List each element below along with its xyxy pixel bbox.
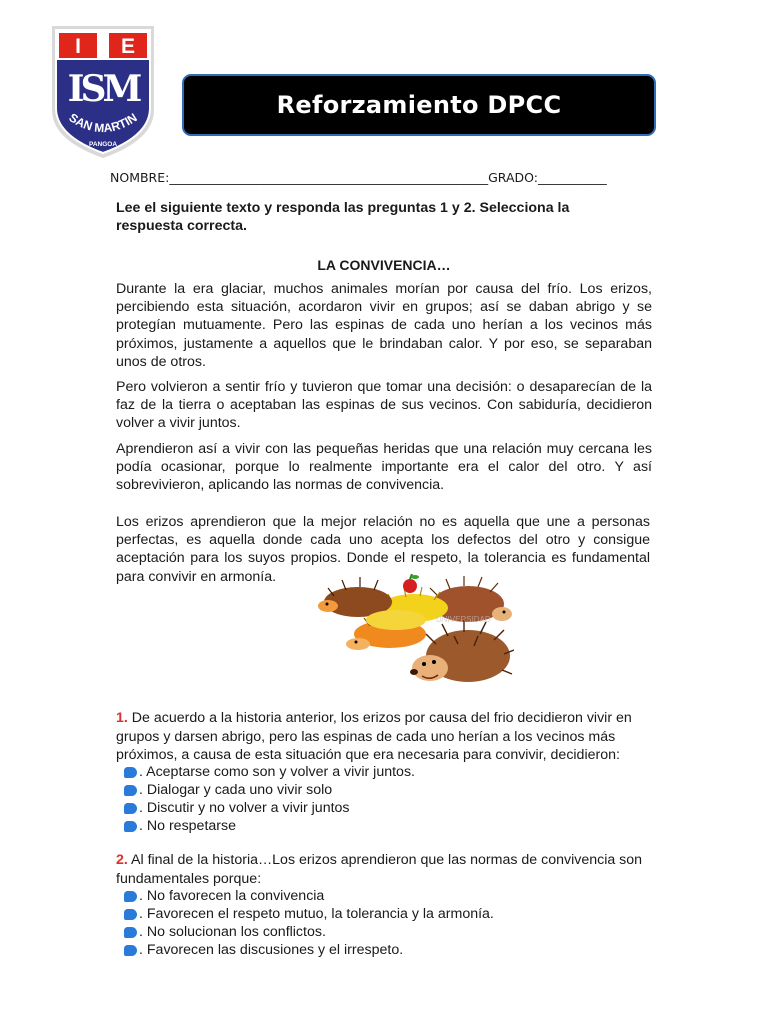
question-text: De acuerdo a la historia anterior, los erizos por causa del frio decidieron vivir en grupos y darsen abrigo, pero las espinas de cada uno herían a los vecinos más próximos, a causa de esta situación que era necesaria para convivir, decidieron: — [116, 710, 632, 763]
crest-town: PANGOA — [88, 141, 118, 148]
story-paragraph-4: Los erizos aprendieron que la mejor relación no es aquella que une a personas perfectas, es aquella donde cada uno acepta los defectos del otro y consigue aceptación para los suyos propios. Donde el respeto, la tolerancia es fundamental para convivir en armonía. — [116, 514, 650, 585]
story-paragraph-3: Aprendieron así a vivir con las pequeñas heridas que una relación muy cercana les podía ocasionar, porque lo realmente importante era el calor del otro. Y así sobrevivieron, aplicando las normas de convivencia. — [116, 441, 652, 494]
question-1 — [116, 709, 646, 765]
instructions: Lee el siguiente texto y responda las preguntas 1 y 2. Selecciona la respuesta correcta. — [116, 200, 570, 234]
school-crest-logo — [46, 22, 160, 162]
option-bullet-icon — [124, 945, 137, 956]
question-number: 2. — [116, 852, 128, 868]
option-text: . Discutir y no volver a vivir juntos — [139, 800, 350, 816]
question-text: Al final de la historia…Los erizos aprendieron que las normas de convivencia son fundamentales porque: — [116, 852, 643, 887]
question-number: 1. — [116, 710, 128, 726]
option-text: . Favorecen las discusiones y el irrespeto. — [139, 942, 404, 958]
option-text: . Aceptarse como son y volver a vivir juntos. — [139, 764, 415, 780]
question-1-option-a[interactable] — [124, 763, 415, 781]
crest-letter-i: I — [75, 35, 81, 58]
hedgehogs-illustration — [318, 574, 514, 690]
option-bullet-icon — [124, 909, 137, 920]
option-bullet-icon — [124, 803, 137, 814]
question-2 — [116, 851, 646, 888]
option-bullet-icon — [124, 891, 137, 902]
illustration-watermark: UNIVERSIDAD — [436, 615, 491, 624]
question-1-option-c[interactable] — [124, 799, 350, 817]
option-bullet-icon — [124, 785, 137, 796]
option-text: . Dialogar y cada uno vivir solo — [139, 782, 333, 798]
story-paragraph-2: Pero volvieron a sentir frío y tuvieron que tomar una decisión: o desaparecían de la faz de la tierra o aceptaban las espinas de sus vecinos. Con sabiduría, decidieron volver a vivir juntos. — [116, 379, 652, 432]
story-title: LA CONVIVENCIA… — [317, 257, 451, 273]
question-2-option-b[interactable] — [124, 905, 494, 923]
option-bullet-icon — [124, 927, 137, 938]
question-1-option-b[interactable] — [124, 781, 332, 799]
question-2-option-d[interactable] — [124, 941, 403, 959]
title-banner — [182, 74, 656, 136]
option-bullet-icon — [124, 767, 137, 778]
option-text: . No solucionan los conflictos. — [139, 924, 326, 940]
crest-school-name: SAN MARTIN — [66, 110, 140, 136]
page-title: Reforzamiento DPCC — [276, 91, 562, 119]
option-bullet-icon — [124, 821, 137, 832]
option-text: . No respetarse — [139, 818, 236, 834]
question-2-option-c[interactable] — [124, 923, 326, 941]
option-text: . Favorecen el respeto mutuo, la tolerancia y la armonía. — [139, 906, 494, 922]
question-2-option-a[interactable] — [124, 887, 324, 905]
question-1-option-d[interactable] — [124, 817, 236, 835]
story-paragraph-1: Durante la era glaciar, muchos animales morían por causa del frío. Los erizos, percibiendo esta situación, acordaron vivir en grupos; así se daban abrigo y se protegían mutuamente. Pero las espinas de cada uno herían a los vecinos más próximos, justamente a aquellos que le brindaban calor. Y por eso, se separaban unos de otros. — [116, 281, 652, 370]
crest-letter-e: E — [120, 35, 136, 58]
option-text: . No favorecen la convivencia — [139, 888, 325, 904]
crest-monogram: ISM — [67, 68, 139, 110]
name-grade-field[interactable]: NOMBRE:___________________________________________________GRADO:___________ — [110, 170, 607, 185]
